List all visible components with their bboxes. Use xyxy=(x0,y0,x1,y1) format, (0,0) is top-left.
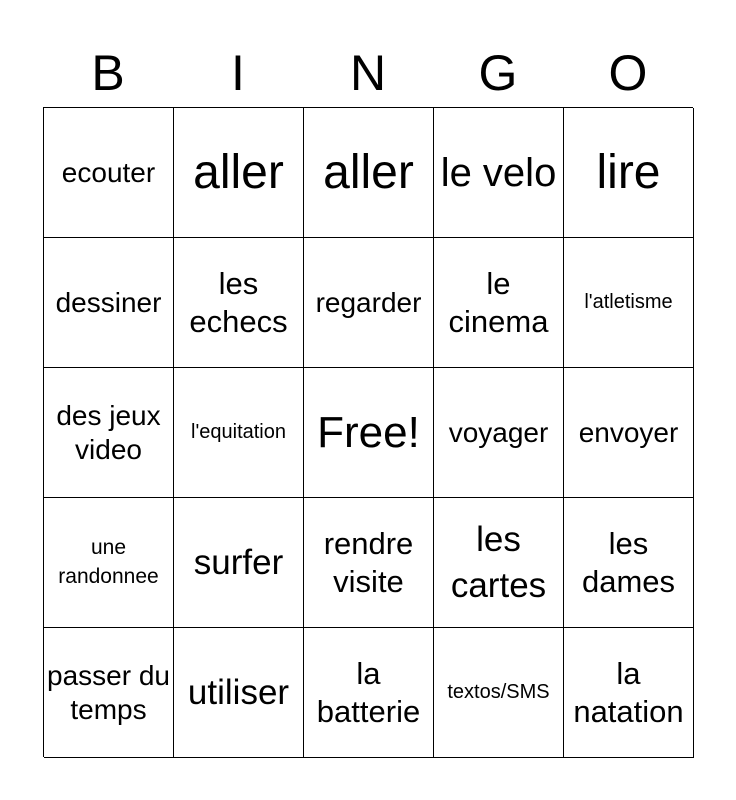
bingo-cell[interactable]: regarder xyxy=(304,238,434,368)
header-letter-o: O xyxy=(608,45,648,101)
header-letter-g: G xyxy=(478,45,518,101)
header-letter-i: I xyxy=(231,45,245,101)
bingo-cell[interactable]: textos/SMS xyxy=(434,628,564,758)
bingo-cell[interactable]: aller xyxy=(304,108,434,238)
bingo-board xyxy=(43,107,693,757)
bingo-cell[interactable]: ecouter xyxy=(44,108,174,238)
bingo-cell[interactable]: aller xyxy=(174,108,304,238)
bingo-cell[interactable]: rendre visite xyxy=(304,498,434,628)
bingo-cell[interactable]: l'atletisme xyxy=(564,238,694,368)
bingo-cell[interactable]: les dames xyxy=(564,498,694,628)
bingo-cell[interactable]: lire xyxy=(564,108,694,238)
bingo-cell[interactable]: le cinema xyxy=(434,238,564,368)
bingo-cell[interactable]: la batterie xyxy=(304,628,434,758)
bingo-cell[interactable]: l'equitation xyxy=(174,368,304,498)
header-letter-n: N xyxy=(349,45,387,101)
bingo-cell[interactable]: voyager xyxy=(434,368,564,498)
bingo-cell[interactable]: utiliser xyxy=(174,628,304,758)
bingo-cell[interactable]: envoyer xyxy=(564,368,694,498)
bingo-header xyxy=(43,40,693,106)
bingo-cell[interactable]: les cartes xyxy=(434,498,564,628)
bingo-cell[interactable]: passer du temps xyxy=(44,628,174,758)
bingo-cell[interactable]: une randonnee xyxy=(44,498,174,628)
bingo-cell[interactable]: surfer xyxy=(174,498,304,628)
bingo-cell[interactable]: les echecs xyxy=(174,238,304,368)
bingo-cell[interactable]: des jeux video xyxy=(44,368,174,498)
header-letter-b: B xyxy=(91,45,125,101)
bingo-cell[interactable]: le velo xyxy=(434,108,564,238)
bingo-cell[interactable]: la natation xyxy=(564,628,694,758)
bingo-cell[interactable]: dessiner xyxy=(44,238,174,368)
free-space-cell[interactable]: Free! xyxy=(304,368,434,498)
